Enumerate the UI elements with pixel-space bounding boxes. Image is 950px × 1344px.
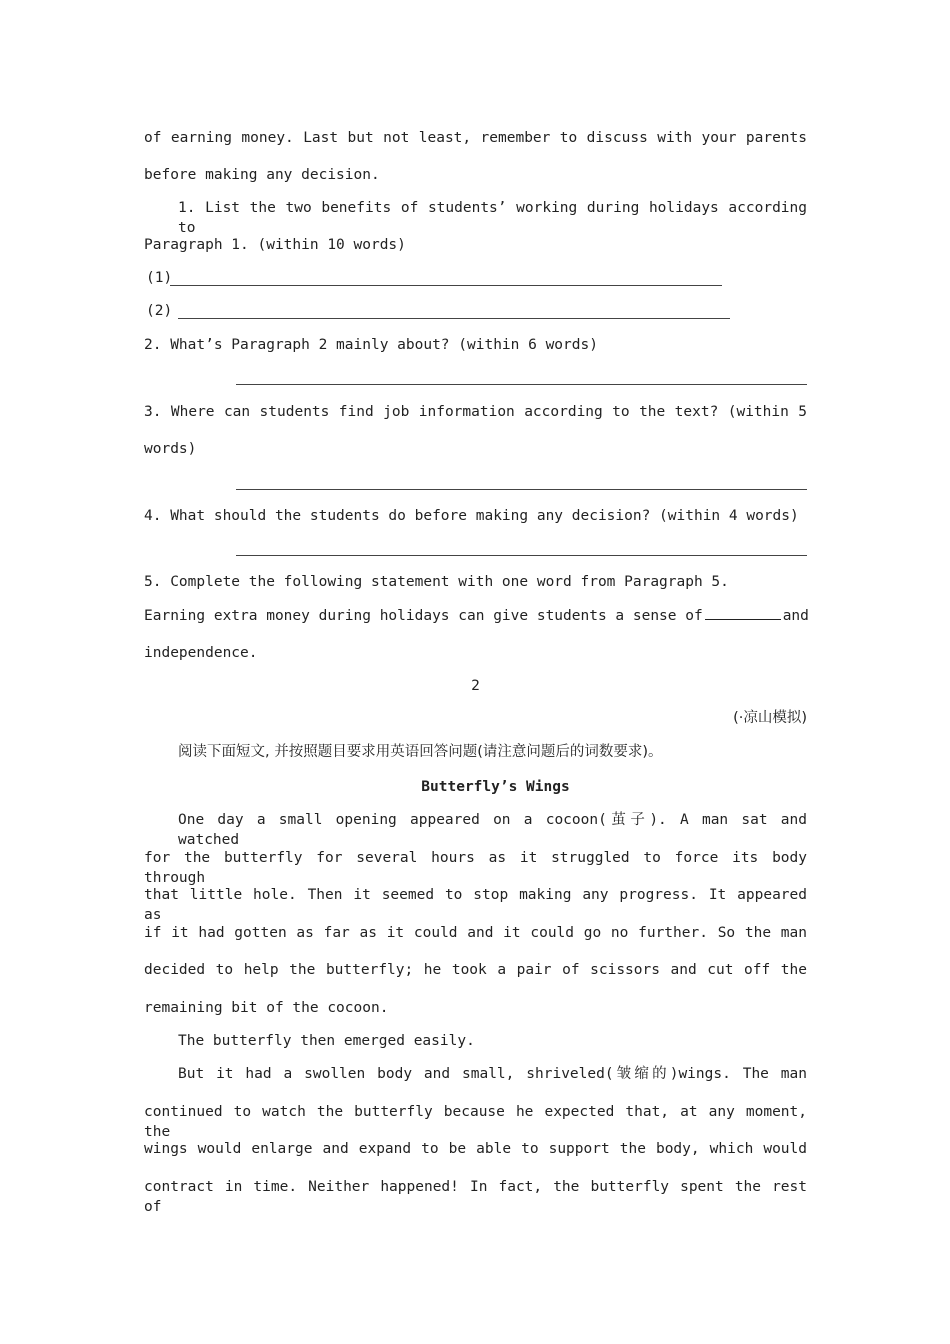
question-4: 4. What should the students do before making any decision? (within 4 words) <box>144 508 799 524</box>
passage-line: The butterfly then emerged easily. <box>178 1033 475 1049</box>
passage-line: for the butterfly for several hours as it struggled to force its body through <box>144 850 807 886</box>
passage-title: Butterfly’s Wings <box>421 779 570 795</box>
passage-line: wings would enlarge and expand to be able to support the body, which would <box>144 1141 807 1157</box>
question-3-cont: words) <box>144 441 197 457</box>
question-1-cont: Paragraph 1. (within 10 words) <box>144 237 406 253</box>
passage-line: But it had a swollen body and small, shriveled(皱缩的)wings. The man <box>178 1066 807 1082</box>
passage-line: remaining bit of the cocoon. <box>144 1000 389 1016</box>
passage-line: contract in time. Neither happened! In fact, the butterfly spent the rest of <box>144 1179 807 1215</box>
fill-blank[interactable] <box>705 605 781 620</box>
answer-line[interactable] <box>170 285 722 286</box>
question-2: 2. What’s Paragraph 2 mainly about? (within 6 words) <box>144 337 598 353</box>
answer-label-2: (2) <box>146 303 173 319</box>
passage-line: decided to help the butterfly; he took a pair of scissors and cut off the <box>144 962 807 978</box>
answer-line[interactable] <box>236 489 807 490</box>
answer-line[interactable] <box>178 318 730 319</box>
passage-line: before making any decision. <box>144 167 380 183</box>
statement-text: and <box>782 608 809 624</box>
passage-line: if it had gotten as far as it could and it could go no further. So the man <box>144 925 807 941</box>
passage-line: of earning money. Last but not least, remember to discuss with your parents <box>144 130 807 146</box>
question-5-statement <box>144 605 807 626</box>
question-3: 3. Where can students find job information according to the text? (within 5 <box>144 404 807 420</box>
answer-label-1: (1) <box>146 270 173 286</box>
section-number: 2 <box>471 678 480 694</box>
answer-line[interactable] <box>236 384 807 385</box>
statement-end: independence. <box>144 645 258 661</box>
passage-line: One day a small opening appeared on a cocoon(茧子). A man sat and watched <box>178 812 807 848</box>
answer-line[interactable] <box>236 555 807 556</box>
question-5: 5. Complete the following statement with one word from Paragraph 5. <box>144 574 729 590</box>
question-1: 1. List the two benefits of students’ working during holidays according to <box>178 200 807 236</box>
passage-line: continued to watch the butterfly because he expected that, at any moment, the <box>144 1104 807 1140</box>
statement-text: Earning extra money during holidays can give students a sense of <box>144 608 703 624</box>
passage-line: that little hole. Then it seemed to stop making any progress. It appeared as <box>144 887 807 923</box>
source-note: (·凉山模拟) <box>733 710 807 726</box>
instruction: 阅读下面短文, 并按照题目要求用英语回答问题(请注意问题后的词数要求)。 <box>178 744 663 760</box>
